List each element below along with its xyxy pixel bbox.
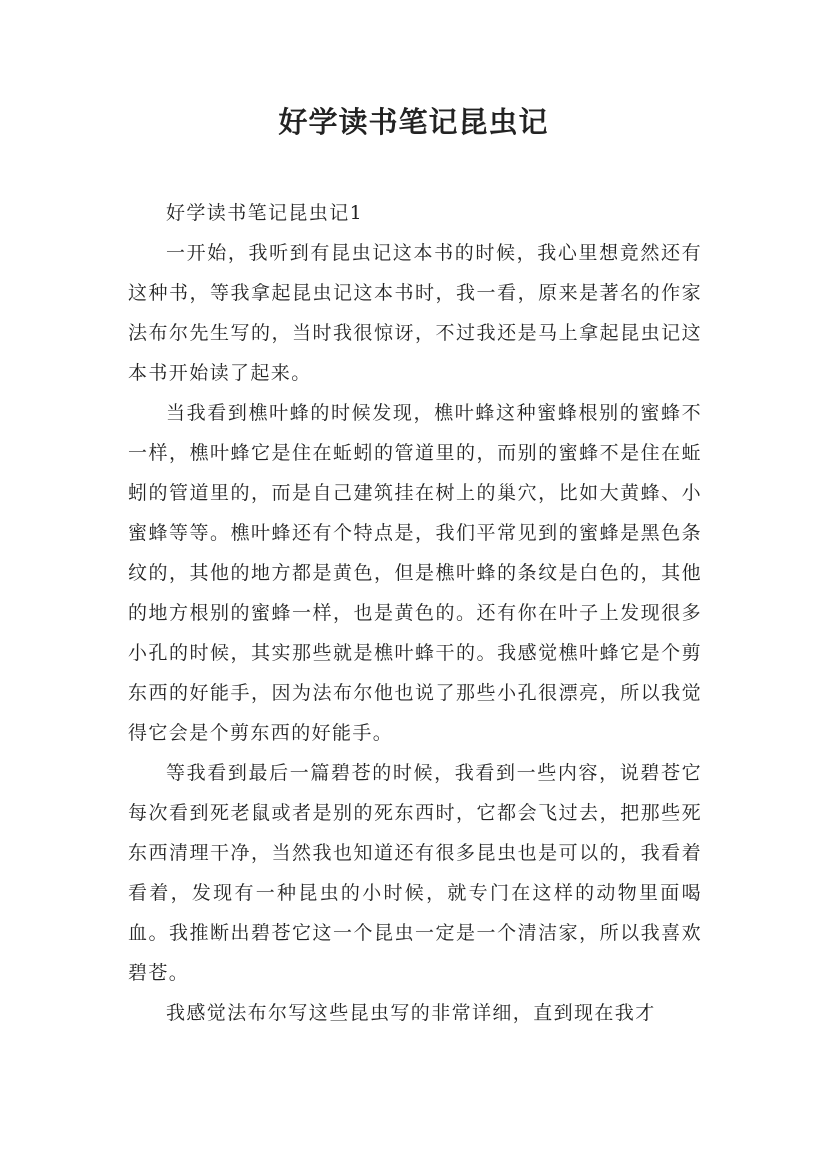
paragraph: 一开始，我听到有昆虫记这本书的时候，我心里想竟然还有这种书，等我拿起昆虫记这本书时，我一看，原来是著名的作家法布尔先生写的，当时我很惊讶，不过我还是马上拿起昆虫记这本书开始读了起来。: [128, 242, 702, 384]
paragraph-subtitle: 好学读书笔记昆虫记1: [166, 202, 364, 224]
paragraph: 我感觉法布尔写这些昆虫写的非常详细，直到现在我才: [166, 1002, 656, 1024]
paragraph: 等我看到最后一篇碧苍的时候，我看到一些内容，说碧苍它每次看到死老鼠或者是别的死东西时，它都会飞过去，把那些死东西清理干净，当然我也知道还有很多昆虫也是可以的，我看着看着，发现有一种昆虫的小时候，就专门在这样的动物里面喝血。我推断出碧苍它这一个昆虫一定是一个清洁家，所以我喜欢碧苍。: [128, 762, 702, 984]
document-title: 好学读书笔记昆虫记: [278, 105, 549, 139]
paragraph: 当我看到樵叶蜂的时候发现，樵叶蜂这种蜜蜂根别的蜜蜂不一样，樵叶蜂它是住在蚯蚓的管道里的，而别的蜜蜂不是住在蚯蚓的管道里的，而是自己建筑挂在树上的巢穴，比如大黄蜂、小蜜蜂等等。樵叶蜂还有个特点是，我们平常见到的蜜蜂是黑色条纹的，其他的地方都是黄色，但是樵叶蜂的条纹是白色的，其他的地方根别的蜜蜂一样，也是黄色的。还有你在叶子上发现很多小孔的时候，其实那些就是樵叶蜂干的。我感觉樵叶蜂它是个剪东西的好能手，因为法布尔他也说了那些小孔很漂亮，所以我觉得它会是个剪东西的好能手。: [128, 402, 702, 744]
document-body: [128, 193, 702, 1033]
